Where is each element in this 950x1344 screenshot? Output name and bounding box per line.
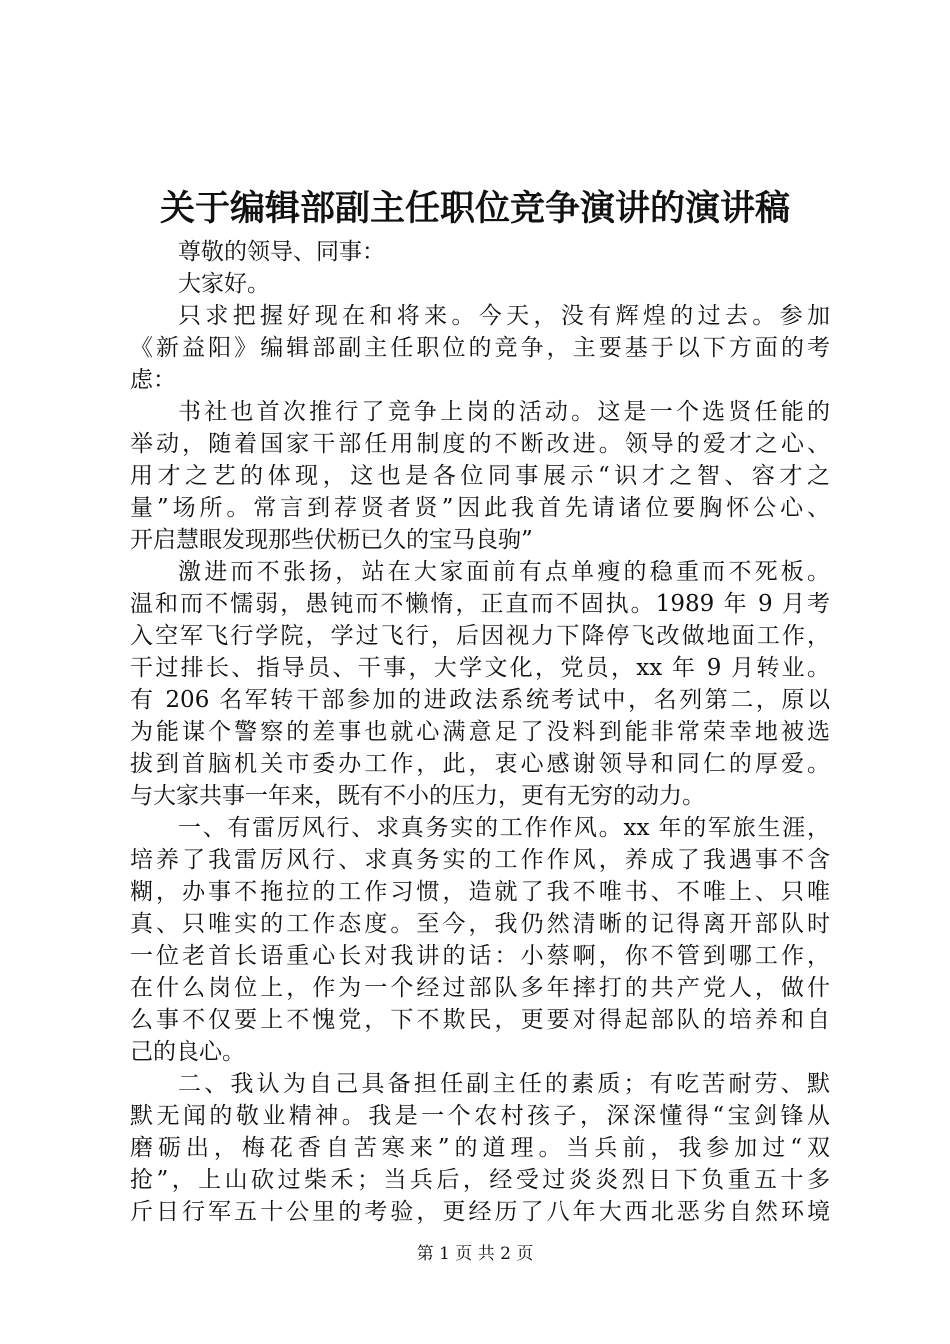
text-line: 只求把握好现在和将来。今天，没有辉煌的过去。参加 <box>178 303 830 329</box>
text-line: 干过排长、指导员、干事，大学文化，党员，xx 年 9 月转业。 <box>130 655 830 681</box>
text-line: 抢”，上山砍过柴禾；当兵后，经受过炎炎烈日下负重五十多 <box>130 1167 830 1193</box>
text-line: 斤日行军五十公里的考验，更经历了八年大西北恶劣自然环境 <box>130 1199 830 1225</box>
text-line: 在什么岗位上，作为一个经过部队多年摔打的共产党人，做什 <box>130 975 830 1001</box>
text-line: 真、只唯实的工作态度。至今，我仍然清晰的记得离开部队时 <box>130 911 830 937</box>
text-line: 《新益阳》编辑部副主任职位的竞争，主要基于以下方面的考 <box>130 335 830 361</box>
text-line: 书社也首次推行了竞争上岗的活动。这是一个选贤任能的 <box>178 399 830 425</box>
text-line: 糊，办事不拖拉的工作习惯，造就了我不唯书、不唯上、只唯 <box>130 879 830 905</box>
text-line: 举动，随着国家干部任用制度的不断改进。领导的爱才之心、 <box>130 431 830 457</box>
text-line: 一、有雷厉风行、求真务实的工作作风。xx 年的军旅生涯， <box>178 815 830 841</box>
text-line: 用才之艺的体现，这也是各位同事展示“识才之智、容才之 <box>130 463 830 489</box>
text-line: 温和而不懦弱，愚钝而不懒惰，正直而不固执。1989 年 9 月考 <box>130 591 830 617</box>
text-line: 开启慧眼发现那些伏枥已久的宝马良驹” <box>130 527 533 553</box>
text-line: 为能谋个警察的差事也就心满意足了没料到能非常荣幸地被选 <box>130 719 830 745</box>
text-line: 磨砺出，梅花香自苦寒来”的道理。当兵前，我参加过“双 <box>130 1135 830 1161</box>
text-line: 入空军飞行学院，学过飞行，后因视力下降停飞改做地面工作， <box>130 623 830 649</box>
document-title: 关于编辑部副主任职位竞争演讲的演讲稿 <box>159 188 790 229</box>
text-line: 么事不仅要上不愧党，下不欺民，更要对得起部队的培养和自 <box>130 1007 830 1033</box>
text-line: 激进而不张扬，站在大家面前有点单瘦的稳重而不死板。 <box>178 559 830 585</box>
text-line: 默无闻的敬业精神。我是一个农村孩子，深深懂得“宝剑锋从 <box>130 1103 830 1129</box>
text-line: 有 206 名军转干部参加的进政法系统考试中，名列第二，原以 <box>130 687 830 713</box>
page-footer: 第 1 页 共 2 页 <box>416 1244 534 1264</box>
text-line: 拔到首脑机关市委办工作，此，衷心感谢领导和同仁的厚爱。 <box>130 751 830 777</box>
document-body <box>130 236 830 1228</box>
text-line: 己的良心。 <box>130 1039 245 1065</box>
text-line: 大家好。 <box>178 271 270 297</box>
text-line: 量”场所。常言到荐贤者贤”因此我首先请诸位要胸怀公心、 <box>130 495 830 521</box>
text-line: 二、我认为自己具备担任副主任的素质；有吃苦耐劳、默 <box>178 1071 830 1097</box>
text-line: 虑： <box>130 367 176 393</box>
text-line: 一位老首长语重心长对我讲的话：小蔡啊，你不管到哪工作， <box>130 943 830 969</box>
text-line: 与大家共事一年来，既有不小的压力，更有无穷的动力。 <box>130 783 705 809</box>
text-line: 培养了我雷厉风行、求真务实的工作作风，养成了我遇事不含 <box>130 847 830 873</box>
text-line: 尊敬的领导、同事： <box>178 239 385 265</box>
